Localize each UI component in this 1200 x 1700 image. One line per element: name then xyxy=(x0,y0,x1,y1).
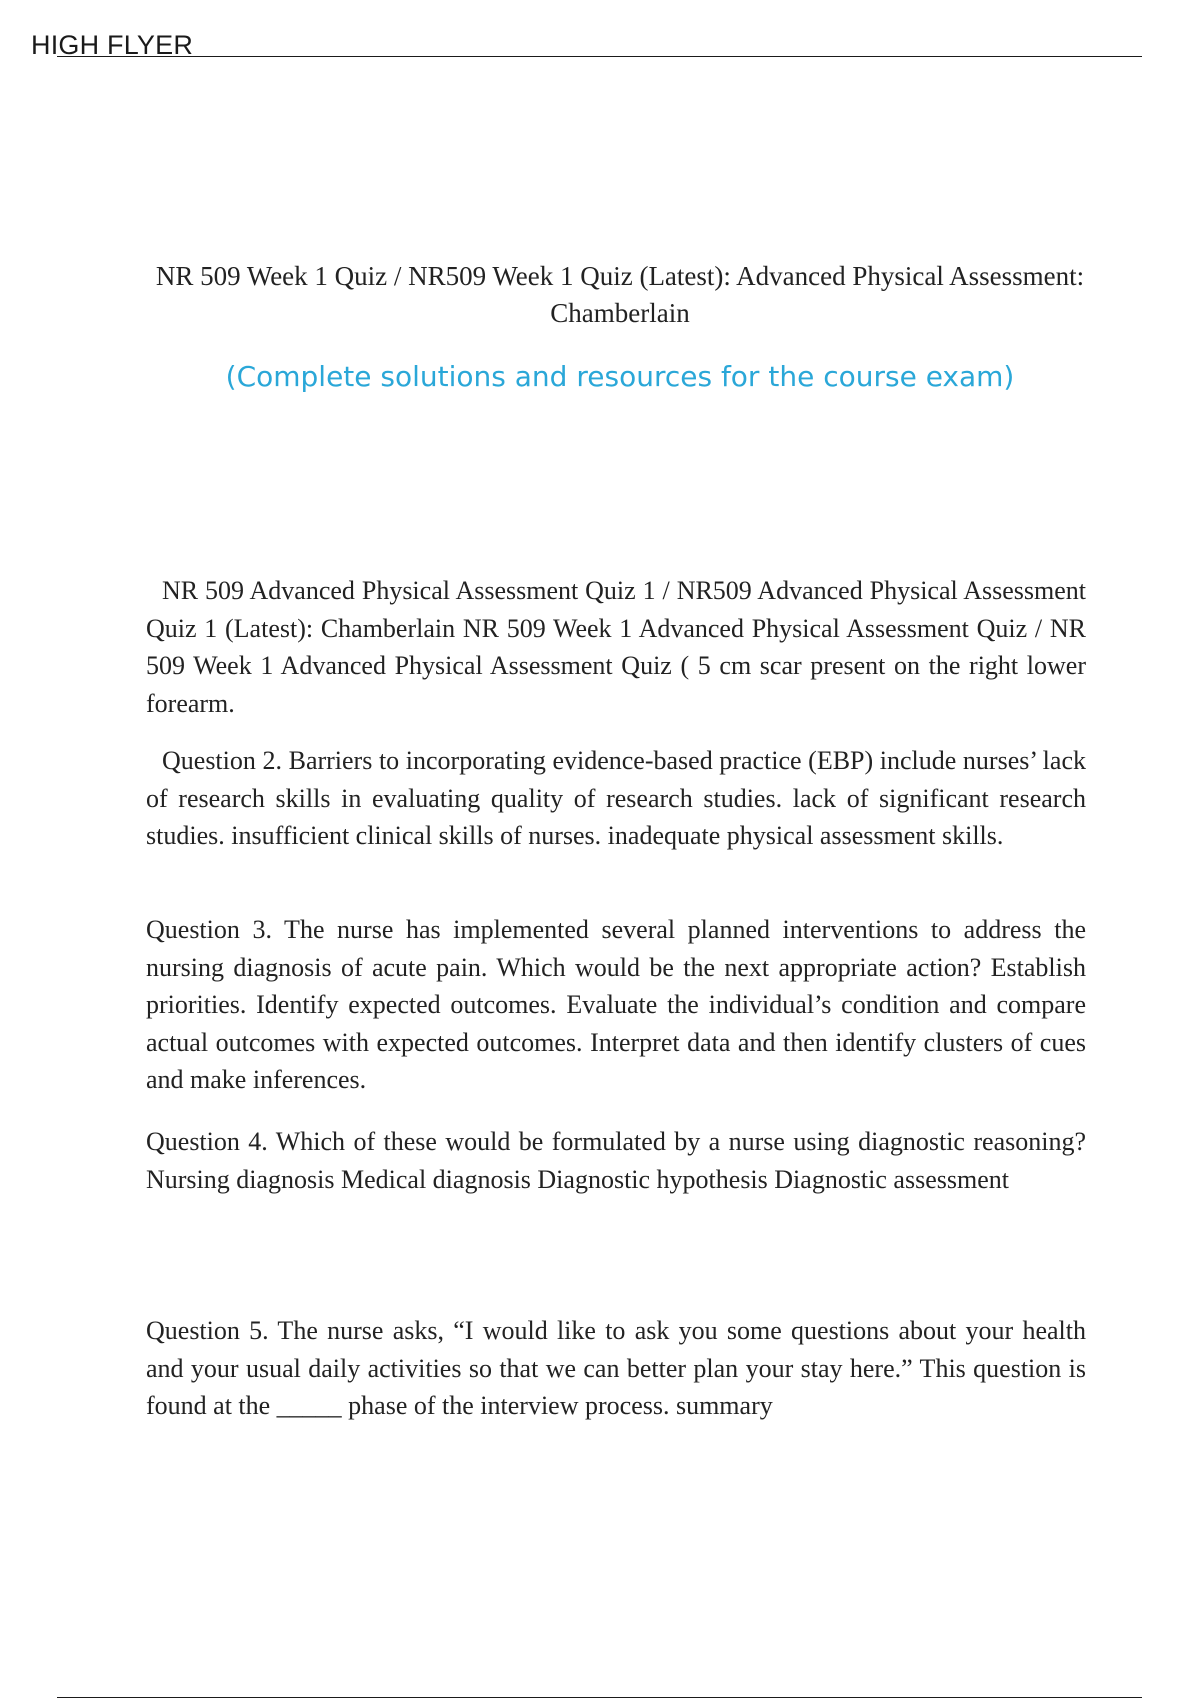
question-4 xyxy=(146,1123,1086,1198)
question-5 xyxy=(146,1312,1086,1425)
header-brand: HIGH FLYER xyxy=(31,30,194,60)
footer-divider xyxy=(57,1697,1142,1698)
question-text: Question 2. Barriers to incorporating evidence-based practice (EBP) include nurses’ lack of research skills in evaluating quality of research studies. lack of significant research studies. insufficient clinical skills of nurses. inadequate physical assessment skills. xyxy=(146,746,1086,850)
question-text: Question 3. The nurse has implemented several planned interventions to address the nursing diagnosis of acute pain. Which would be the next appropriate action? Establish priorities. Identify expected outcomes. Evaluate the individual’s condition and compare actual outcomes with expected outcomes. Interpret data and then identify clusters of cues and make inferences. xyxy=(146,915,1086,1094)
question-3 xyxy=(146,911,1086,1099)
question-text: Question 5. The nurse asks, “I would like to ask you some questions about your health and your usual daily activities so that we can better plan your stay here.” This question is found at the _____ phase of the interview process. summary xyxy=(146,1316,1086,1420)
header-divider xyxy=(57,56,1142,57)
paragraph-text: NR 509 Advanced Physical Assessment Quiz 1 / NR509 Advanced Physical Assessment Quiz 1 (Latest): Chamberlain NR 509 Week 1 Advanced Physical Assessment Quiz / NR 509 Week 1 Advanced Physical Assessment Quiz ( 5 cm scar present on the right lower forearm. xyxy=(146,576,1086,718)
document-subtitle: (Complete solutions and resources for the course exam) xyxy=(225,360,1015,393)
paragraph-intro xyxy=(146,572,1086,722)
document-title: NR 509 Week 1 Quiz / NR509 Week 1 Quiz (Latest): Advanced Physical Assessment: Chamberlain xyxy=(155,261,1085,328)
question-text: Question 4. Which of these would be formulated by a nurse using diagnostic reasoning? Nursing diagnosis Medical diagnosis Diagnostic hypothesis Diagnostic assessment xyxy=(146,1127,1086,1194)
question-2 xyxy=(146,742,1086,855)
